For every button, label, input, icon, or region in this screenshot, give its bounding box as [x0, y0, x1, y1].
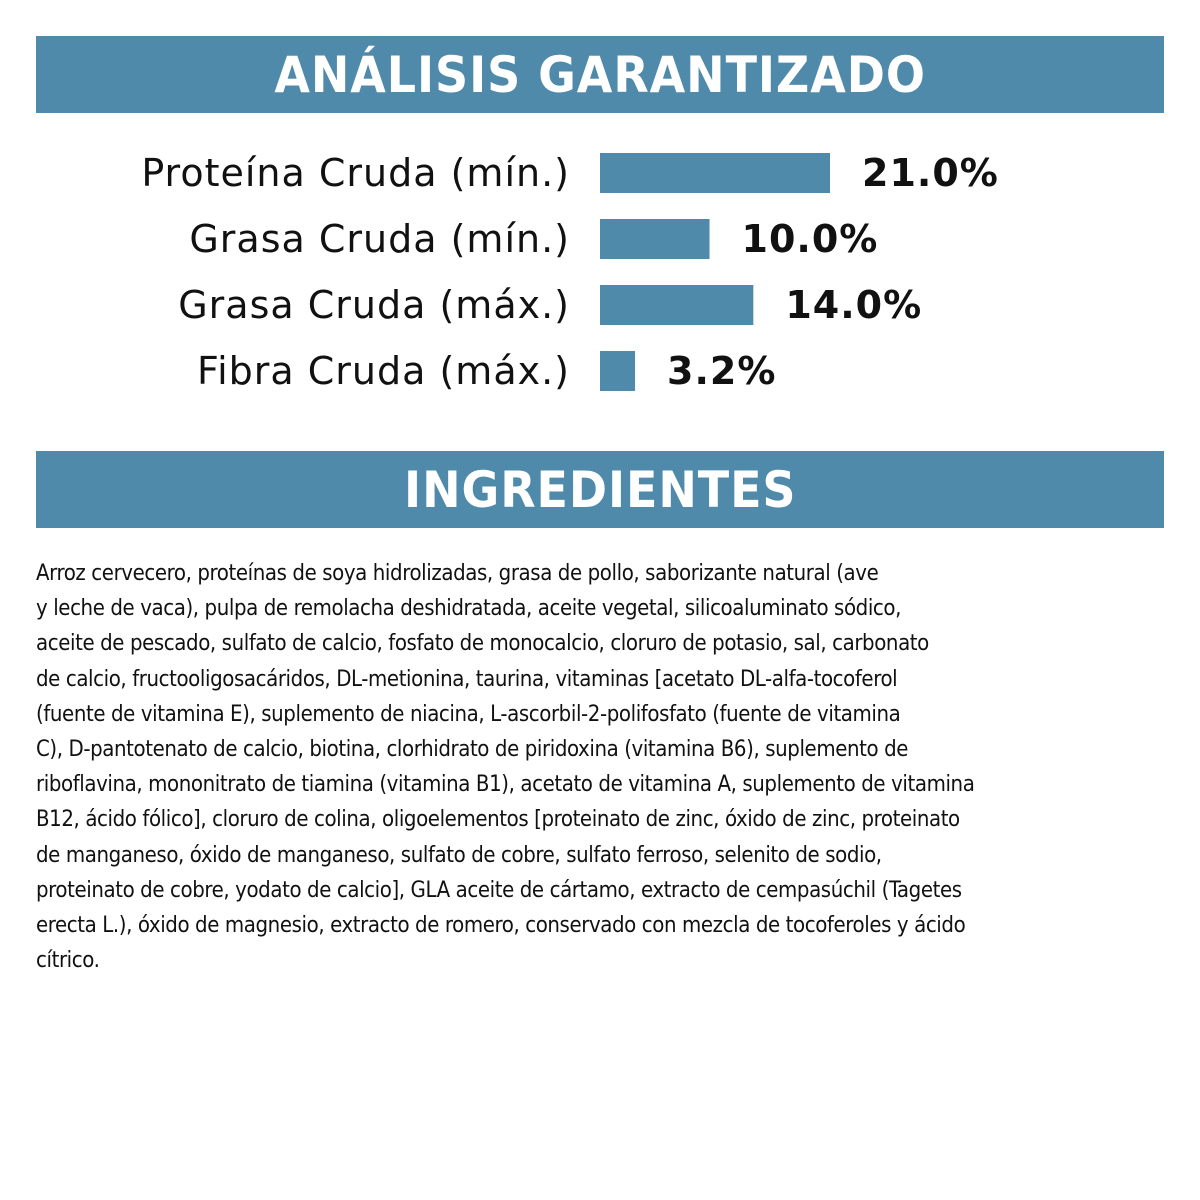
bar: [600, 351, 635, 391]
ingredients-title: INGREDIENTES: [403, 460, 797, 519]
analysis-title: ANÁLISIS GARANTIZADO: [274, 45, 926, 104]
value-label: 10.0%: [741, 217, 879, 261]
value-label: 3.2%: [667, 349, 777, 393]
category-label: Fibra Cruda (máx.): [196, 349, 570, 393]
bar: [600, 153, 830, 193]
analysis-banner: [36, 36, 1164, 113]
analysis-bar-chart: [0, 140, 1200, 410]
value-label: 21.0%: [862, 151, 999, 195]
category-label: Proteína Cruda (mín.): [141, 151, 570, 195]
bar: [600, 219, 710, 259]
ingredients-text: Arroz cervecero, proteínas de soya hidrolizadas, grasa de pollo, saborizante natural (ave y leche de vaca), pulpa de remolacha deshidratada, aceite vegetal, silicoaluminato sódico, aceite de pescado, sulfato de calcio, fosfato de monocalcio, cloruro de potasio, sal, carbonato de calcio, fructooligosacáridos, DL-metionina, taurina, vitaminas [acetato DL-alfa-tocoferol (fuente de vitamina E), suplemento de niacina, L-ascorbil-2-polifosfato (fuente de vitamina C), D-pantotenato de calcio, biotina, clorhidrato de piridoxina (vitamina B6), suplemento de riboflavina, mononitrato de tiamina (vitamina B1), acetato de vitamina A, suplemento de vitamina B12, ácido fólico], cloruro de colina, oligoelementos [proteinato de zinc, óxido de zinc, proteinato de manganeso, óxido de manganeso, sulfato de cobre, sulfato ferroso, selenito de sodio, proteinato de cobre, yodato de calcio], GLA aceite de cártamo, extracto de cempasúchil (Tagetes erecta L.), óxido de magnesio, extracto de romero, conservado con mezcla de tocoferoles y ácido cítrico.: [36, 561, 975, 974]
ingredients-banner: [36, 451, 1164, 528]
category-label: Grasa Cruda (mín.): [189, 217, 570, 261]
value-label: 14.0%: [785, 283, 923, 327]
bar: [600, 285, 753, 325]
category-label: Grasa Cruda (máx.): [178, 283, 570, 327]
